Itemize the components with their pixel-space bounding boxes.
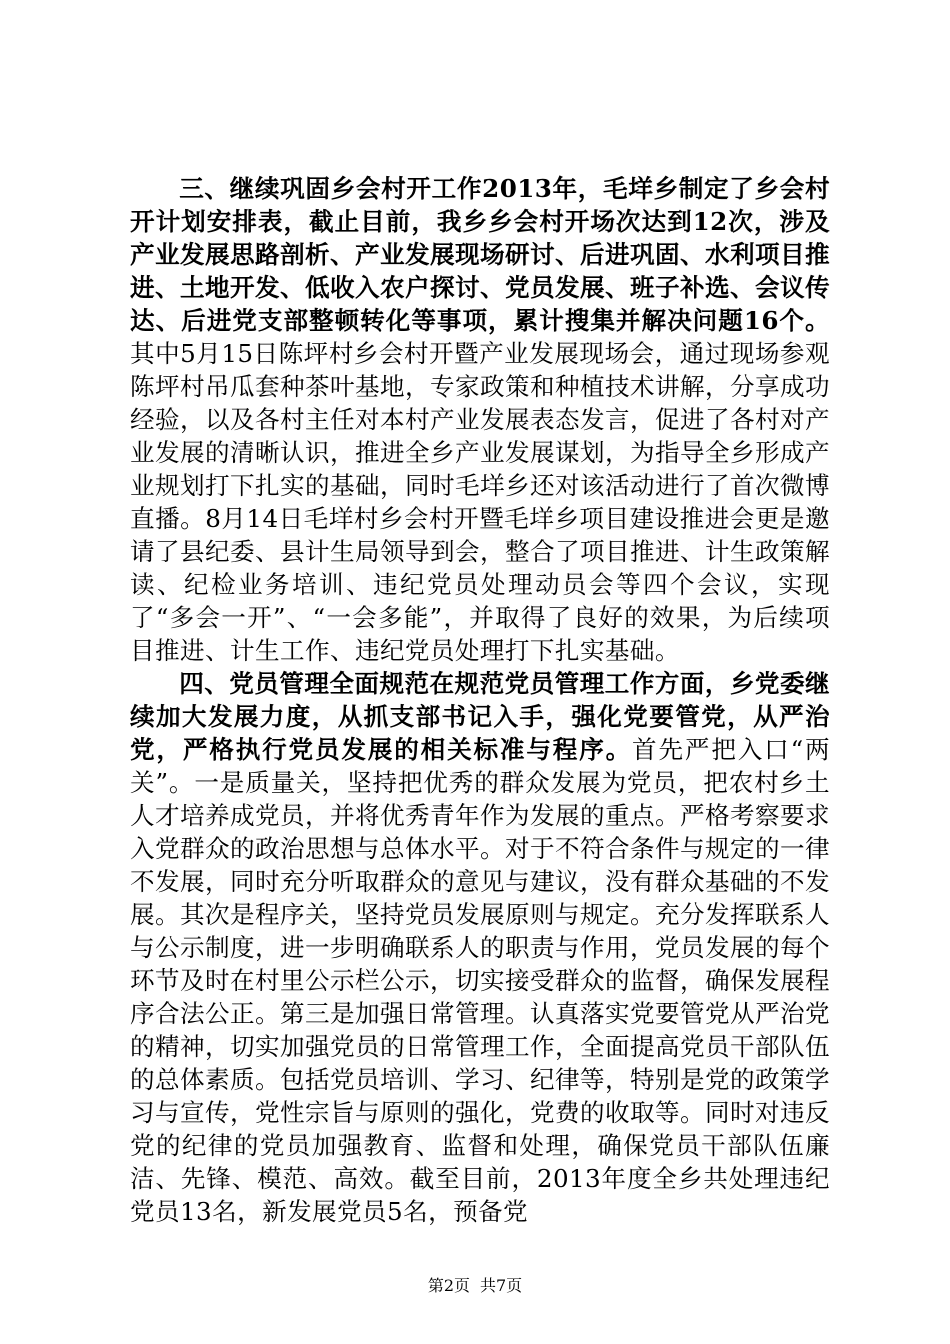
section-4-heading: 四、党员管理全面规范在规范党员管理工作方面，乡党委继续加大发展力度，从抓支部书记入手，强化党要管党，从严治党，严格执行党员发展的相关标准与程序。 [130,669,830,764]
page-number-current: 第2页 [427,1276,470,1295]
page-number-total: 共7页 [480,1276,523,1295]
paragraph-section-3 [130,172,830,667]
document-body [130,172,830,1228]
section-3-text: 其中5月15日陈坪村乡会村开暨产业发展现场会，通过现场参观陈坪村吊瓜套种茶叶基地，专家政策和种植技术讲解，分享成功经验，以及各村主任对本村产业发展表态发言，促进了各村对产业发展的清晰认识，推进全乡产业发展谋划，为指导全乡形成产业规划打下扎实的基础，同时毛垟乡还对该活动进行了首次微博直播。8月14日毛垟村乡会村开暨毛垟乡项目建设推进会更是邀请了县纪委、县计生局领导到会，整合了项目推进、计生政策解读、纪检业务培训、违纪党员处理动员会等四个会议，实现了“多会一开”、“一会多能”，并取得了良好的效果，为后续项目推进、计生工作、违纪党员处理打下扎实基础。 [130,339,830,665]
section-4-text: 首先严把入口“两关”。一是质量关，坚持把优秀的群众发展为党员，把农村乡土人才培养成党员，并将优秀青年作为发展的重点。严格考察要求入党群众的政治思想与总体水平。对于不符合条件与规定的一律不发展，同时充分听取群众的意见与建议，没有群众基础的不发展。其次是程序关，坚持党员发展原则与规定。充分发挥联系人与公示制度，进一步明确联系人的职责与作用，党员发展的每个环节及时在村里公示栏公示，切实接受群众的监督，确保发展程序合法公正。第三是加强日常管理。认真落实党要管党从严治党的精神，切实加强党员的日常管理工作，全面提高党员干部队伍的总体素质。包括党员培训、学习、纪律等，特别是党的政策学习与宣传，党性宗旨与原则的强化，党费的收取等。同时对违反党的纪律的党员加强教育、监督和处理，确保党员干部队伍廉洁、先锋、模范、高效。截至目前，2013年度全乡共处理违纪党员13名，新发展党员5名，预备党 [130,735,830,1226]
section-3-heading: 三、继续巩固乡会村开工作2013年，毛垟乡制定了乡会村开计划安排表，截止目前，我乡乡会村开场次达到12次，涉及产业发展思路剖析、产业发展现场研讨、后进巩固、水利项目推进、土地开发、低收入农户探讨、党员发展、班子补选、会议传达、后进党支部整顿转化等事项，累计搜集并解决问题16个。 [130,174,830,335]
page-footer [0,1276,950,1296]
paragraph-section-4 [130,667,830,1228]
